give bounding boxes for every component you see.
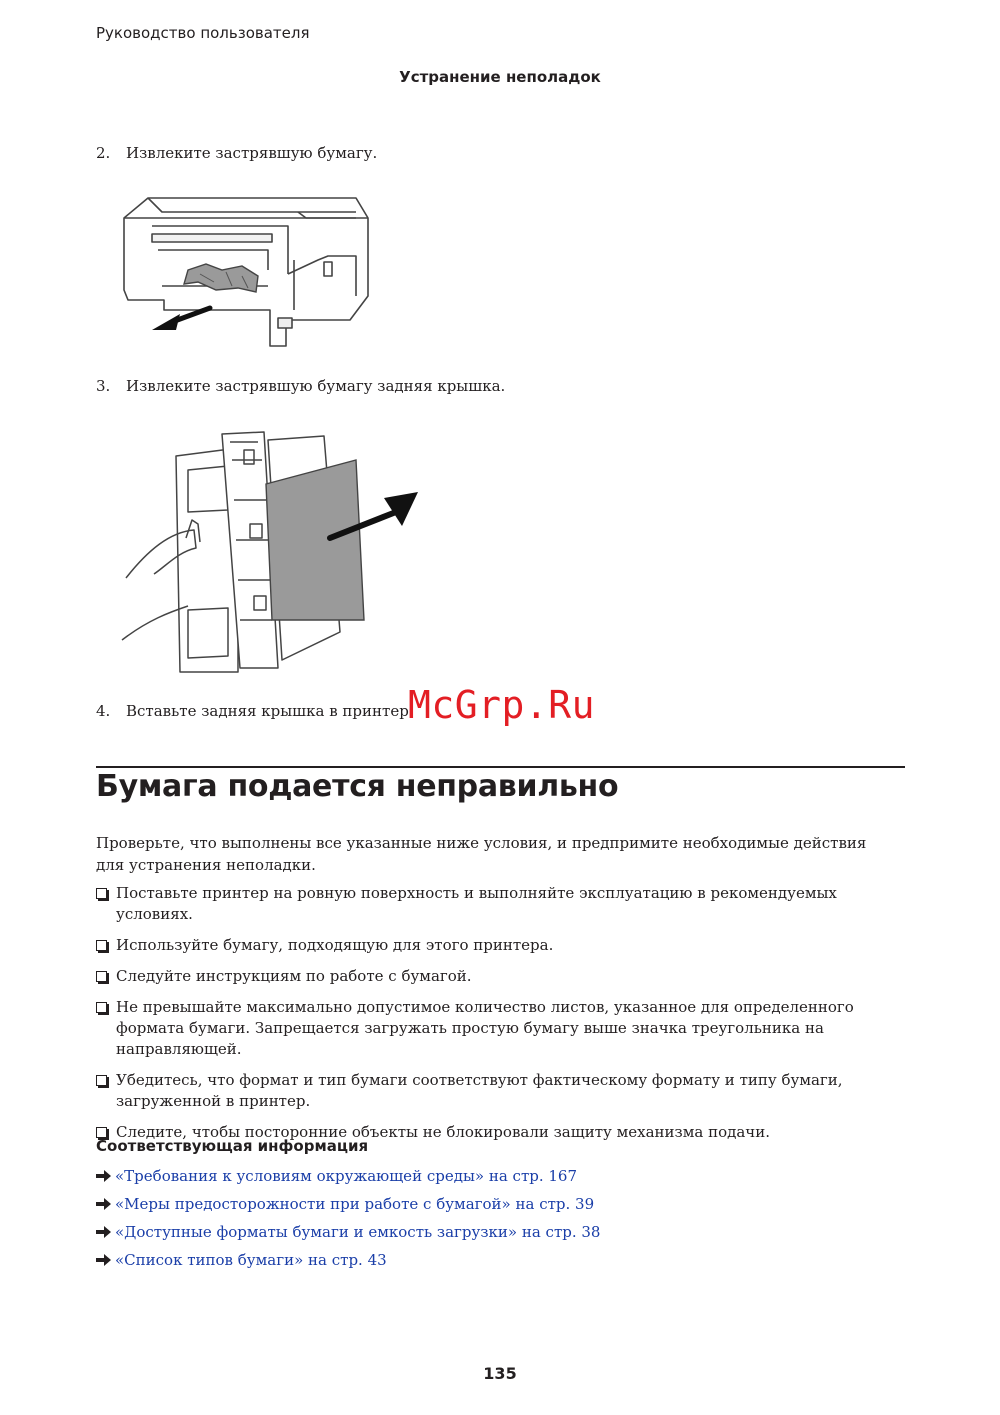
- checklist-item: Следуйте инструкциям по работе с бумагой.: [96, 966, 908, 987]
- rear-cover-illustration: [118, 420, 438, 680]
- running-header: Руководство пользователя: [96, 24, 310, 42]
- related-link[interactable]: «Список типов бумаги» на стр. 43: [115, 1251, 387, 1269]
- related-link[interactable]: «Доступные форматы бумаги и емкость загрузки» на стр. 38: [115, 1223, 601, 1241]
- intro-paragraph: Проверьте, что выполнены все указанные ниже условия, и предпримите необходимые действия для устранения неполадки.: [96, 834, 867, 874]
- related-link[interactable]: «Требования к условиям окружающей среды» на стр. 167: [115, 1167, 578, 1185]
- checkbox-icon: [96, 940, 107, 951]
- arrow-right-icon: [96, 1226, 111, 1238]
- watermark: McGrp.Ru: [408, 683, 596, 727]
- arrow-right-icon: [96, 1170, 111, 1182]
- arrow-right-icon: [96, 1198, 111, 1210]
- checkbox-icon: [96, 1002, 107, 1013]
- printer-jam-illustration: [118, 190, 378, 360]
- related-link[interactable]: «Меры предосторожности при работе с бумагой» на стр. 39: [115, 1195, 595, 1213]
- step-2: [96, 144, 377, 162]
- checklist-item: Следите, чтобы посторонние объекты не блокировали защиту механизма подачи.: [96, 1122, 908, 1143]
- step-4: [96, 702, 414, 720]
- related-link-item: [96, 1166, 600, 1194]
- step-number: 2.: [96, 144, 111, 162]
- checklist-item: Используйте бумагу, подходящую для этого принтера.: [96, 935, 908, 956]
- arrow-right-icon: [96, 1254, 111, 1266]
- step-text: Вставьте задняя крышка в принтер.: [126, 702, 414, 720]
- related-link-item: [96, 1250, 600, 1278]
- related-info-heading: Соответствующая информация: [96, 1137, 369, 1155]
- step-3: [96, 377, 505, 395]
- related-links: [96, 1166, 600, 1278]
- section-header: Устранение неполадок: [399, 68, 601, 86]
- step-text: Извлеките застрявшую бумагу задняя крышка.: [126, 377, 506, 395]
- related-link-item: [96, 1222, 600, 1250]
- checklist-item: Не превышайте максимально допустимое количество листов, указанное для определенного формата бумаги. Запрещается загружать простую бумагу выше значка треугольника на направляющей.: [96, 997, 908, 1060]
- step-text: Извлеките застрявшую бумагу.: [126, 144, 378, 162]
- step-number: 3.: [96, 377, 111, 395]
- page-number: 135: [483, 1364, 517, 1383]
- checklist: [96, 883, 908, 1153]
- checkbox-icon: [96, 888, 107, 899]
- page-title: Бумага подается неправильно: [96, 769, 619, 804]
- section-divider: [96, 766, 905, 768]
- checkbox-icon: [96, 1075, 107, 1086]
- checklist-item: Поставьте принтер на ровную поверхность и выполняйте эксплуатацию в рекомендуемых условиях.: [96, 883, 908, 925]
- related-link-item: [96, 1194, 600, 1222]
- step-number: 4.: [96, 702, 111, 720]
- checklist-item: Убедитесь, что формат и тип бумаги соответствуют фактическому формату и типу бумаги, загруженной в принтер.: [96, 1070, 908, 1112]
- checkbox-icon: [96, 971, 107, 982]
